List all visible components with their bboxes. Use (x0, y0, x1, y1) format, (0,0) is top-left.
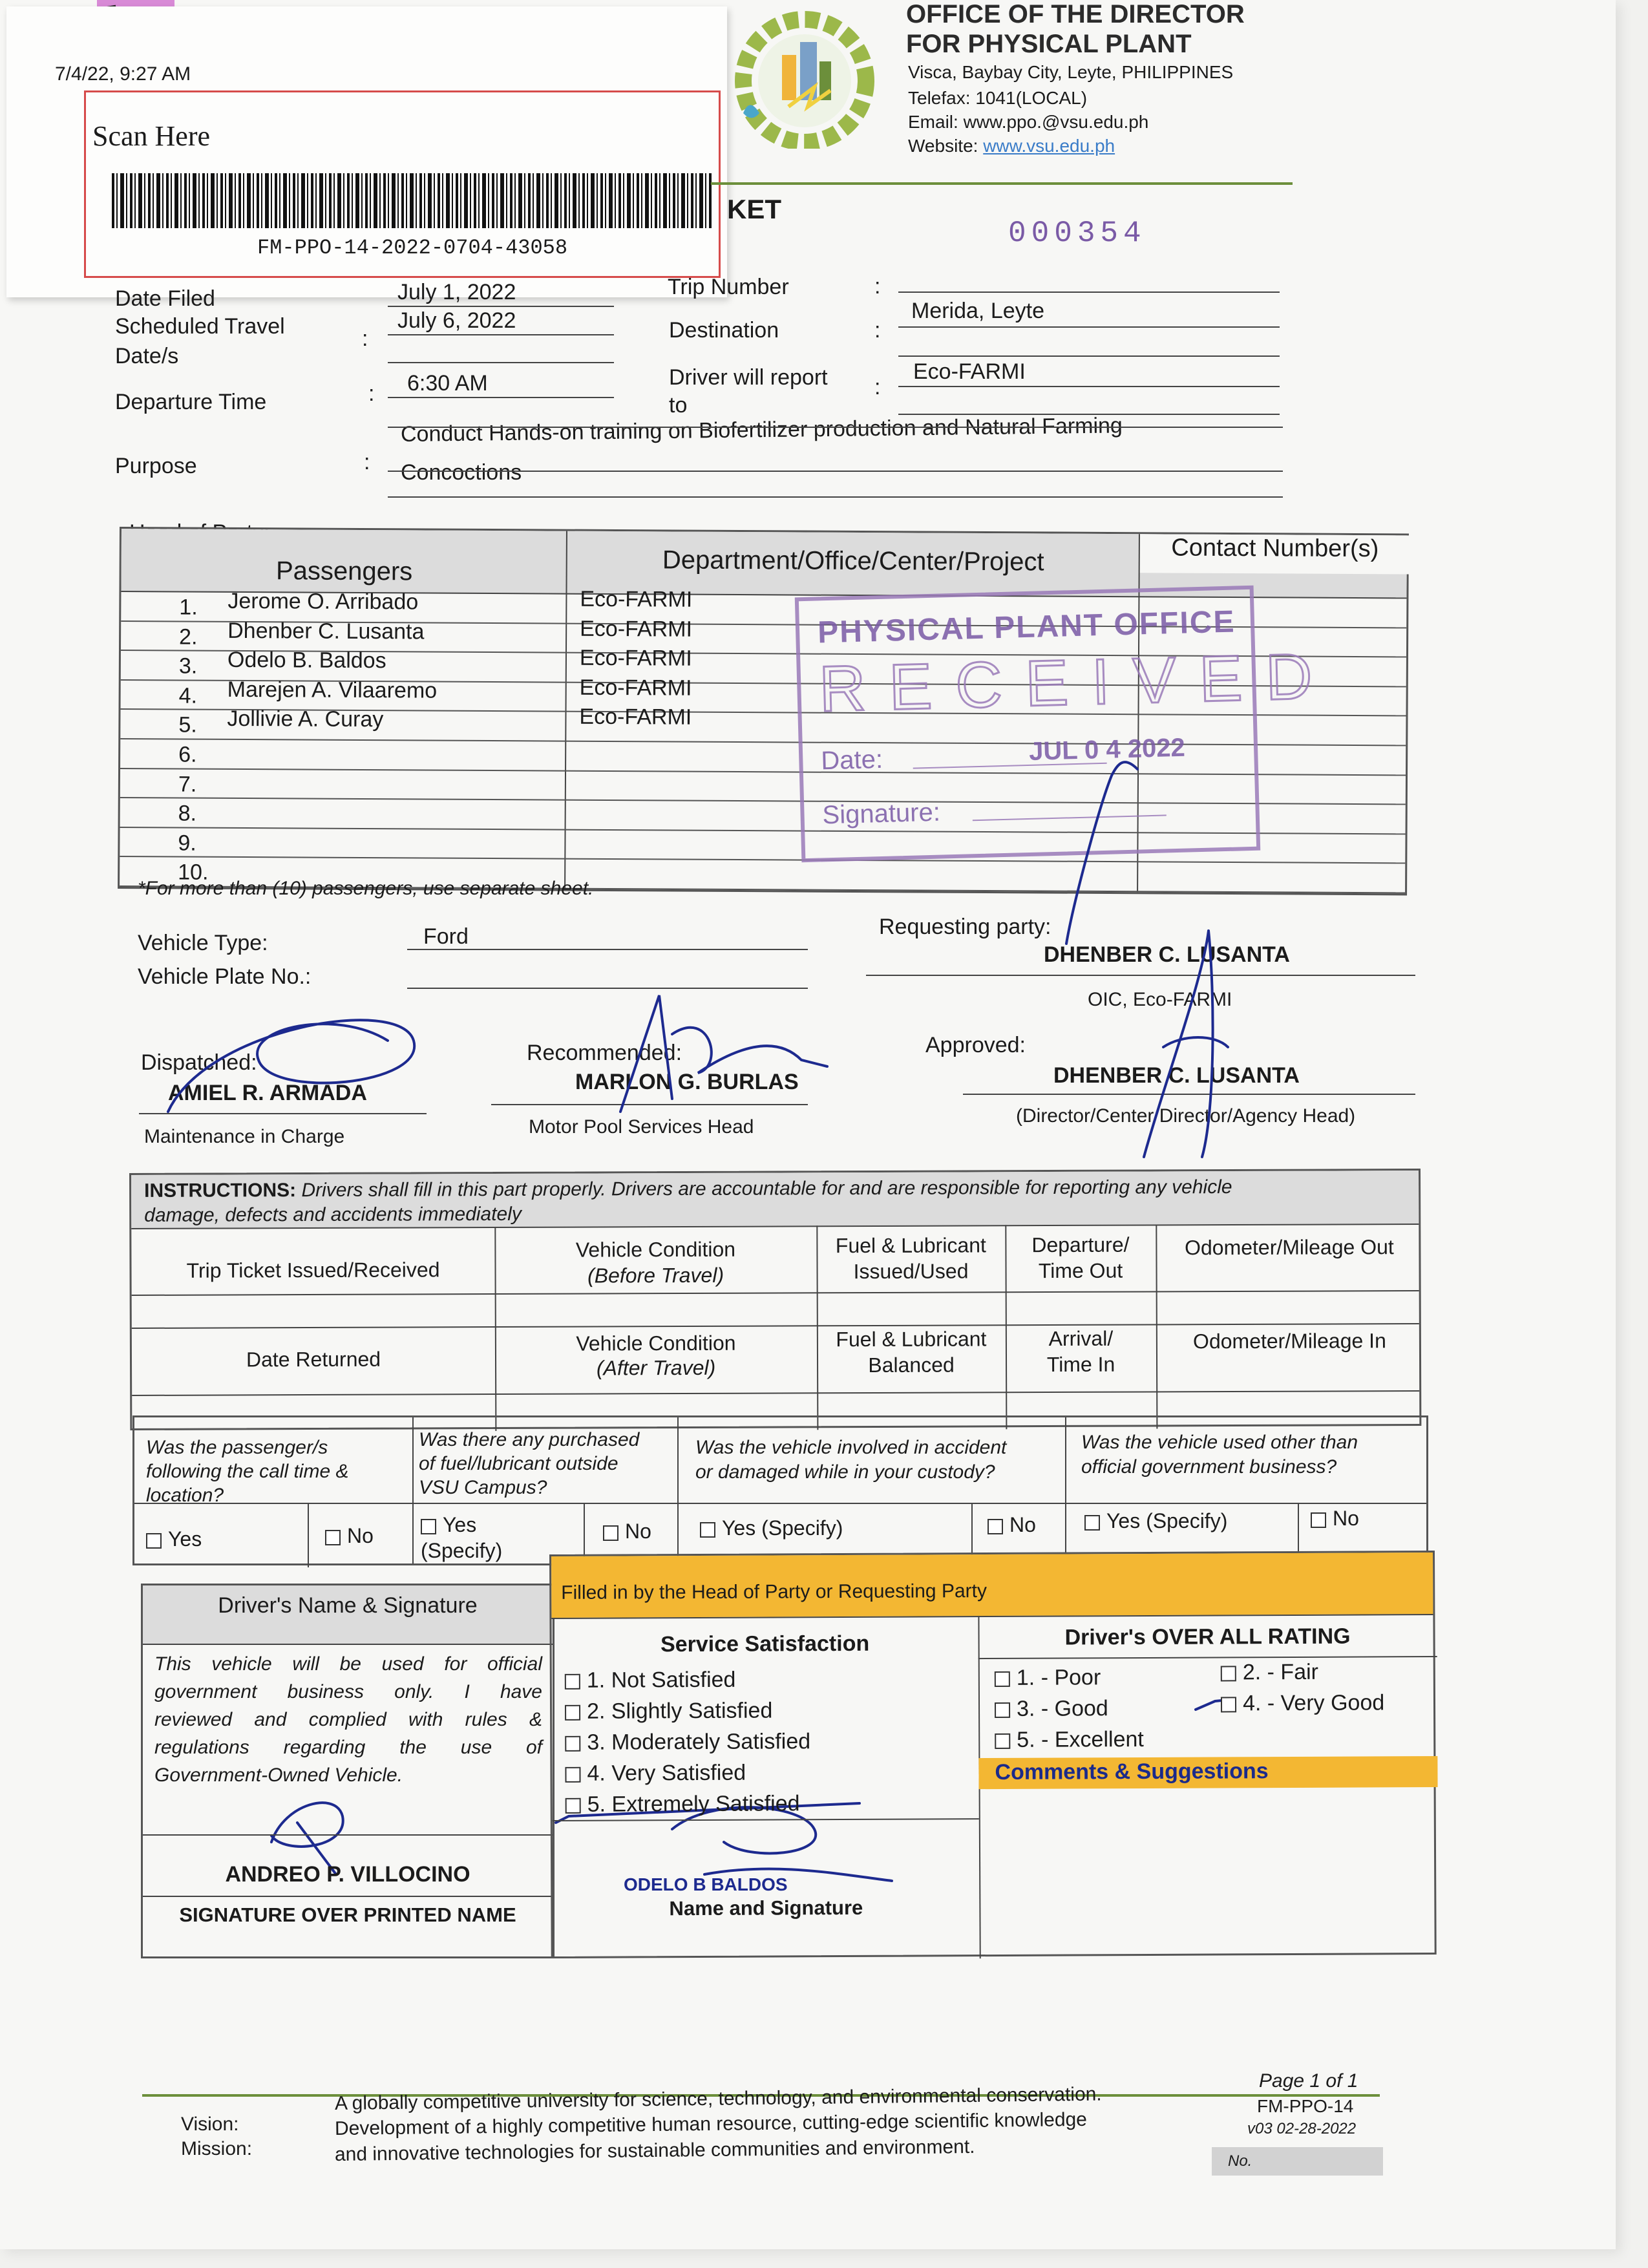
passengers-note: *For more than (10) passengers, use separate sheet. (138, 878, 594, 899)
q-rule (134, 1503, 1426, 1504)
satisfaction-caption: Name and Signature (669, 1896, 863, 1920)
rating-opt-5[interactable] (995, 1727, 1144, 1753)
purpose-line-1: Conduct Hands-on training on Biofertilizer production and Natural Farming (400, 413, 1123, 447)
stamp-office: PHYSICAL PLANT OFFICE (817, 604, 1236, 650)
recommended-title: Motor Pool Services Head (529, 1116, 754, 1138)
armada-signature (168, 1020, 414, 1112)
driver-statement (154, 1650, 542, 1789)
q-col-3 (1065, 1417, 1066, 1563)
instructions-bold: INSTRUCTIONS: (144, 1180, 297, 1202)
rating-opt-1[interactable] (995, 1665, 1101, 1691)
footer-no: No. (1228, 2152, 1252, 2170)
driver-caption: SIGNATURE OVER PRINTED NAME (179, 1903, 516, 1926)
driver-statement-line: This vehicle will be used for official (154, 1653, 542, 1675)
date-filed-value: July 1, 2022 (397, 280, 516, 304)
after-travel: (After Travel) (596, 1355, 716, 1380)
approved-name: DHENBER C. LUSANTA (1053, 1063, 1300, 1088)
departure-time-out-1: Departure/ (1031, 1233, 1130, 1257)
driver-report-colon: : (874, 375, 881, 399)
passenger-department: Eco-FARMI (580, 616, 693, 642)
instructions-text-2: damage, defects and accidents immediately (144, 1203, 522, 1226)
passenger-number: 3. (178, 653, 198, 679)
rating-1-label: 1. - Poor (1016, 1665, 1101, 1690)
passenger-number: 7. (178, 772, 197, 797)
instr-rule-4 (132, 1390, 1419, 1396)
q2-yes-specify: (Specify) (421, 1539, 503, 1562)
q1-no[interactable] (325, 1524, 374, 1548)
date-filed-label: Date Filed (115, 286, 215, 311)
rating-1-checkbox[interactable] (995, 1671, 1010, 1687)
satisfaction-option-label: 1. Not Satisfied (586, 1667, 736, 1693)
q2-no[interactable] (603, 1520, 651, 1543)
satisfaction-checkbox[interactable] (565, 1767, 580, 1783)
q3-yes-checkbox[interactable] (700, 1522, 715, 1538)
fuel-issued-2: Issued/Used (853, 1259, 969, 1284)
rating-5-checkbox[interactable] (995, 1733, 1010, 1749)
q1-yes[interactable] (146, 1527, 202, 1551)
satisfaction-title: Service Satisfaction (660, 1631, 870, 1657)
burlas-signature (620, 995, 827, 1112)
department-header: Department/Office/Center/Project (662, 546, 1044, 577)
mission-label: Mission: (181, 2138, 253, 2159)
q-col-2 (677, 1417, 679, 1563)
fuel-balanced-1: Fuel & Lubricant (836, 1327, 987, 1351)
scheduled-value: July 6, 2022 (397, 308, 516, 333)
q4-no-label: No (1333, 1507, 1359, 1530)
driver-report-label-2: to (669, 393, 688, 418)
q4-line1: Was the vehicle used other than (1081, 1432, 1358, 1453)
driver-header: Driver's Name & Signature (218, 1593, 478, 1618)
serial-number: 000354 (1008, 217, 1146, 250)
q-sub-1 (308, 1503, 309, 1567)
satisfaction-option[interactable] (565, 1725, 978, 1758)
q1-yes-checkbox[interactable] (146, 1533, 162, 1549)
driver-statement-line: reviewed and complied with rules & (154, 1709, 542, 1730)
rating-4-label: 4. - Very Good (1242, 1690, 1385, 1716)
date-returned: Date Returned (246, 1347, 381, 1372)
trip-number-colon: : (874, 274, 881, 299)
dispatched-title: Maintenance in Charge (144, 1126, 345, 1147)
satisfaction-options (565, 1663, 979, 1820)
vision-text: A globally competitive university for science, technology, and environmental conservation. (334, 2083, 1102, 2114)
requesting-title: OIC, Eco-FARMI (1088, 989, 1232, 1010)
q4-line2: official government business? (1081, 1456, 1337, 1478)
satisfaction-option[interactable] (565, 1694, 978, 1727)
mission-text-1: Development of a highly competitive human resource, cutting-edge scientific knowledge (334, 2108, 1088, 2139)
instructions-body: Drivers shall fill in this part properly. Drivers are accountable for and are responsible for reporting any vehicle (296, 1176, 1232, 1202)
barcode-code: FM-PPO-14-2022-0704-43058 (257, 236, 568, 260)
purpose-line-2: Concoctions (401, 460, 522, 485)
q2-no-label: No (625, 1520, 651, 1543)
destination-value: Merida, Leyte (911, 299, 1044, 323)
contact-header: Contact Number(s) (1171, 534, 1379, 563)
passenger-number: 5. (178, 712, 197, 738)
mission-text-2: and innovative technologies for sustainable communities and environment. (334, 2136, 975, 2165)
trip-number-label: Trip Number (668, 275, 789, 299)
q1-no-checkbox[interactable] (325, 1530, 341, 1545)
recommended-name: MARLON G. BURLAS (575, 1070, 799, 1094)
q1-line1: Was the passenger/s (146, 1437, 328, 1458)
rating-3-checkbox[interactable] (995, 1702, 1010, 1718)
q2-yes-label: Yes (443, 1513, 477, 1536)
arrival-time-in-1: Arrival/ (1048, 1326, 1114, 1351)
comments-label: Comments & Suggestions (995, 1759, 1269, 1785)
satisfaction-checkbox[interactable] (565, 1674, 580, 1690)
dispatched-name: AMIEL R. ARMADA (168, 1081, 367, 1105)
approved-label: Approved: (925, 1033, 1026, 1057)
destination-colon: : (874, 318, 881, 343)
odometer-out: Odometer/Mileage Out (1184, 1235, 1394, 1260)
passenger-department: Eco-FARMI (579, 675, 692, 701)
rating-opt-3[interactable] (995, 1696, 1108, 1722)
driver-statement-line: regulations regarding the use of (154, 1737, 542, 1758)
purpose-colon: : (364, 450, 370, 474)
q2-yes-checkbox[interactable] (421, 1519, 436, 1534)
q2-line3: VSU Campus? (419, 1477, 547, 1498)
driver-section (141, 1584, 555, 1958)
purpose-label: Purpose (115, 454, 197, 478)
q4-no[interactable] (1311, 1507, 1359, 1531)
passenger-department: Eco-FARMI (580, 586, 693, 612)
satisfaction-option[interactable] (565, 1663, 978, 1696)
passenger-name: Jollivie A. Curay (227, 706, 384, 732)
odometer-in: Odometer/Mileage In (1192, 1329, 1386, 1353)
q1-line2: following the call time & (146, 1461, 349, 1482)
passenger-number: 8. (178, 801, 197, 826)
requesting-name: DHENBER C. LUSANTA (1044, 942, 1290, 967)
q-col-1 (412, 1417, 414, 1563)
recommended-label: Recommended: (527, 1041, 682, 1065)
office-telefax: Telefax: 1041(LOCAL) (908, 88, 1088, 108)
vehicle-plate-label: Vehicle Plate No.: (138, 964, 312, 989)
q2-no-checkbox[interactable] (603, 1525, 618, 1541)
q3-no-label: No (1009, 1513, 1036, 1536)
scheduled-label-2: Date/s (115, 344, 179, 368)
q3-no[interactable] (988, 1513, 1036, 1537)
passenger-number: 6. (178, 742, 197, 767)
rating-title: Driver's OVER ALL RATING (1064, 1624, 1351, 1650)
lusanta-signature (1144, 931, 1228, 1157)
requesting-label: Requesting party: (879, 915, 1051, 939)
satisfaction-banner-text: Filled in by the Head of Party or Requesting Party (561, 1580, 987, 1604)
driver-report-label-1: Driver will report (669, 365, 828, 390)
q4-yes-checkbox[interactable] (1084, 1515, 1100, 1531)
passenger-name: Jerome O. Arribado (227, 588, 419, 615)
timestamp: 7/4/22, 9:27 AM (55, 63, 191, 85)
satisfaction-checkbox[interactable] (565, 1798, 581, 1814)
q3-line1: Was the vehicle involved in accident (695, 1437, 1007, 1458)
rating-opt-2[interactable] (1221, 1660, 1318, 1686)
q2-line2: of fuel/lubricant outside (419, 1453, 618, 1474)
rating-2-label: 2. - Fair (1242, 1659, 1319, 1685)
satisfaction-option[interactable] (565, 1787, 979, 1820)
scan-here-label: Scan Here (92, 120, 211, 152)
rating-3-label: 3. - Good (1016, 1696, 1108, 1721)
passenger-name: Marejen A. Vilaaremo (227, 677, 438, 703)
trip-ticket-issued: Trip Ticket Issued/Received (186, 1258, 440, 1282)
driver-header-rule (143, 1644, 553, 1645)
fuel-issued-1: Fuel & Lubricant (835, 1233, 986, 1258)
vehicle-condition-after: Vehicle Condition (576, 1331, 736, 1355)
instructions-text-1 (144, 1176, 1232, 1202)
before-travel: (Before Travel) (587, 1263, 724, 1288)
instr-rule-2 (132, 1290, 1419, 1296)
q1-line3: location? (146, 1485, 224, 1506)
passenger-number: 1. (179, 595, 198, 620)
page-number: Page 1 of 1 (1259, 2070, 1358, 2092)
passenger-number: 10. (178, 860, 209, 885)
arrival-time-in-2: Time In (1046, 1352, 1115, 1377)
driver-statement-line: government business only. I have (154, 1681, 542, 1702)
satisfaction-option-label: 3. Moderately Satisfied (587, 1729, 811, 1755)
website-link[interactable]: www.vsu.edu.ph (983, 136, 1115, 156)
stamp-date: JUL 0 4 2022 (1028, 733, 1186, 766)
rating-5-label: 5. - Excellent (1017, 1726, 1144, 1752)
driver-name: ANDREO P. VILLOCINO (225, 1862, 470, 1887)
questions-table (132, 1415, 1428, 1565)
rating-title-rule (978, 1656, 1437, 1659)
q1-no-label: No (347, 1524, 374, 1547)
departure-time-out-2: Time Out (1038, 1258, 1123, 1283)
driver-report-value: Eco-FARMI (913, 359, 1026, 384)
q1-yes-label: Yes (168, 1527, 202, 1551)
scheduled-label-1: Scheduled Travel (115, 314, 285, 339)
scheduled-colon: : (362, 326, 368, 351)
driver-name-rule (143, 1896, 553, 1897)
q2-line1: Was there any purchased (419, 1429, 640, 1450)
stamp-date-label: Date: (820, 745, 883, 776)
passengers-header: Passengers (275, 556, 413, 586)
passenger-number: 2. (179, 624, 198, 650)
passenger-department: Eco-FARMI (579, 705, 692, 730)
driver-statement-line: Government-Owned Vehicle. (154, 1765, 403, 1786)
rating-4-checkbox[interactable] (1221, 1697, 1236, 1712)
passenger-number: 4. (178, 683, 198, 708)
vehicle-type-value: Ford (423, 924, 469, 949)
q3-yes[interactable] (700, 1516, 843, 1540)
passenger-department: Eco-FARMI (579, 645, 692, 671)
q3-line2: or damaged while in your custody? (695, 1461, 995, 1483)
rating-opt-4[interactable] (1221, 1690, 1384, 1716)
satisfaction-option-label: 4. Very Satisfied (587, 1760, 746, 1786)
office-title-line1: OFFICE OF THE DIRECTOR (906, 0, 1245, 28)
satisfaction-checkbox[interactable] (565, 1705, 580, 1721)
form-code: FM-PPO-14 (1257, 2096, 1354, 2116)
driver-sign-rule (143, 1834, 553, 1836)
departure-value: 6:30 AM (407, 371, 488, 396)
departure-colon: : (368, 381, 375, 406)
fuel-balanced-2: Balanced (868, 1353, 955, 1377)
passenger-name: Dhenber C. Lusanta (227, 618, 425, 644)
instr-rule-3 (132, 1323, 1419, 1329)
vision-label: Vision: (181, 2114, 239, 2135)
rating-2-checkbox[interactable] (1221, 1666, 1236, 1681)
q3-yes-label: Yes (Specify) (722, 1516, 843, 1540)
vehicle-condition-before: Vehicle Condition (575, 1237, 736, 1262)
satisfaction-option[interactable] (565, 1756, 978, 1789)
instructions-table (129, 1169, 1421, 1430)
received-signature (1066, 762, 1137, 944)
stamp-received: RECEIVED (818, 639, 1336, 726)
stamp-signature-label: Signature: (822, 798, 941, 830)
satisfaction-option-label: 5. Extremely Satisfied (587, 1791, 800, 1817)
passenger-number: 9. (178, 831, 196, 856)
satisfaction-option-label: 2. Slightly Satisfied (586, 1698, 773, 1724)
q4-yes[interactable] (1084, 1509, 1227, 1533)
satisfaction-section (549, 1551, 1437, 1958)
office-address: Visca, Baybay City, Leyte, PHILIPPINES (908, 62, 1234, 82)
q3-no-checkbox[interactable] (988, 1519, 1003, 1534)
vehicle-type-label: Vehicle Type: (138, 931, 268, 955)
approved-title: (Director/Center Director/Agency Head) (1016, 1105, 1356, 1127)
departure-label: Departure Time (115, 390, 267, 414)
website-label: Website: (908, 136, 984, 156)
dispatched-label: Dispatched: (141, 1050, 257, 1075)
q4-yes-label: Yes (Specify) (1106, 1509, 1228, 1532)
form-title: KET (727, 194, 781, 224)
form-version: v03 02-28-2022 (1247, 2120, 1357, 2137)
office-email: Email: www.ppo.@vsu.edu.ph (908, 112, 1149, 132)
office-title-line2: FOR PHYSICAL PLANT (906, 30, 1192, 58)
destination-label: Destination (669, 318, 779, 343)
q2-yes[interactable] (421, 1513, 476, 1537)
baldos-signature-name: ODELO B BALDOS (624, 1874, 788, 1894)
satisfaction-checkbox[interactable] (565, 1736, 580, 1752)
passenger-name: Odelo B. Baldos (227, 648, 386, 673)
q4-no-checkbox[interactable] (1311, 1512, 1326, 1528)
comments-area[interactable] (980, 1788, 1433, 1952)
